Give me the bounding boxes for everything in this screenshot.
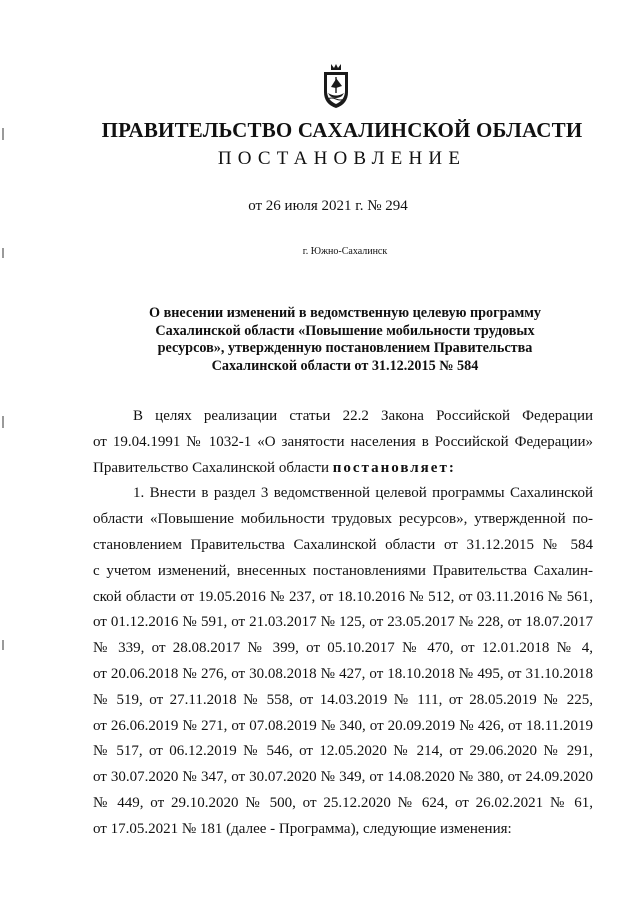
- item1-line: от 26.06.2019 № 271, от 07.08.2019 № 340, от 20.09.2019 № 426, от 18.11.2019: [93, 717, 593, 734]
- item1-line: от 01.12.2016 № 591, от 21.03.2017 № 125, от 23.05.2017 № 228, от 18.07.2017: [93, 614, 593, 631]
- coat-of-arms-icon: [320, 62, 352, 110]
- heading-line: Сахалинской области от 31.12.2015 № 584: [211, 357, 479, 374]
- document-type: ПОСТАНОВЛЕНИЕ: [217, 148, 467, 169]
- heading-line: ресурсов», утвержденную постановлением Правительства: [157, 340, 533, 356]
- heading-line: О внесении изменений в ведомственную целевую программу: [149, 305, 541, 321]
- item1-line: № 449, от 29.10.2020 № 500, от 25.12.2020 № 624, от 26.02.2021 № 61,: [93, 794, 593, 811]
- item1-line: № 517, от 06.12.2019 № 546, от 12.05.2020 № 214, от 29.06.2020 № 291,: [93, 743, 593, 760]
- preamble-line: от 19.04.1991 № 1032-1 «О занятости населения в Российской Федерации»: [93, 433, 593, 450]
- item1-line: № 339, от 28.08.2017 № 399, от 05.10.2017 № 470, от 12.01.2018 № 4,: [93, 640, 593, 657]
- scan-edge-mark: [2, 640, 4, 650]
- organization-title: ПРАВИТЕЛЬСТВО САХАЛИНСКОЙ ОБЛАСТИ: [101, 118, 583, 142]
- item1-line: от 20.06.2018 № 276, от 30.08.2018 № 427, от 18.10.2018 № 495, от 31.10.2018: [93, 665, 593, 682]
- item1-line: с учетом изменений, внесенных постановлениями Правительства Сахалин-: [93, 562, 593, 579]
- item1-line: от 30.07.2020 № 347, от 30.07.2020 № 349, от 14.08.2020 № 380, от 24.09.2020: [93, 769, 593, 786]
- item1-line: от 17.05.2021 № 181 (далее - Программа), следующие изменения:: [93, 820, 512, 837]
- item1-line: 1. Внести в раздел 3 ведомственной целевой программы Сахалинской: [133, 485, 593, 502]
- preamble-text: Правительство Сахалинской области: [93, 459, 333, 476]
- item1-line: № 519, от 27.11.2018 № 558, от 14.03.2019 № 111, от 28.05.2019 № 225,: [93, 691, 593, 708]
- item1-line: становлением Правительства Сахалинской области от 31.12.2015 № 584: [93, 536, 593, 553]
- document-date-number: от 26 июля 2021 г. № 294: [248, 198, 408, 214]
- item1-line: области «Повышение мобильности трудовых ресурсов», утвержденной по-: [93, 511, 593, 528]
- preamble-line: В целях реализации статьи 22.2 Закона Российской Федерации: [133, 408, 593, 424]
- heading-line: Сахалинской области «Повышение мобильности трудовых: [155, 322, 535, 339]
- item1-line: ской области от 19.05.2016 № 237, от 18.10.2016 № 512, от 03.11.2016 № 561,: [93, 588, 593, 605]
- scan-edge-mark: [2, 416, 4, 428]
- document-body: [93, 404, 593, 843]
- document-city: г. Южно-Сахалинск: [302, 246, 388, 257]
- preamble-line: [93, 456, 593, 482]
- document-heading: [130, 305, 560, 375]
- decree-word: постановляет:: [332, 459, 456, 476]
